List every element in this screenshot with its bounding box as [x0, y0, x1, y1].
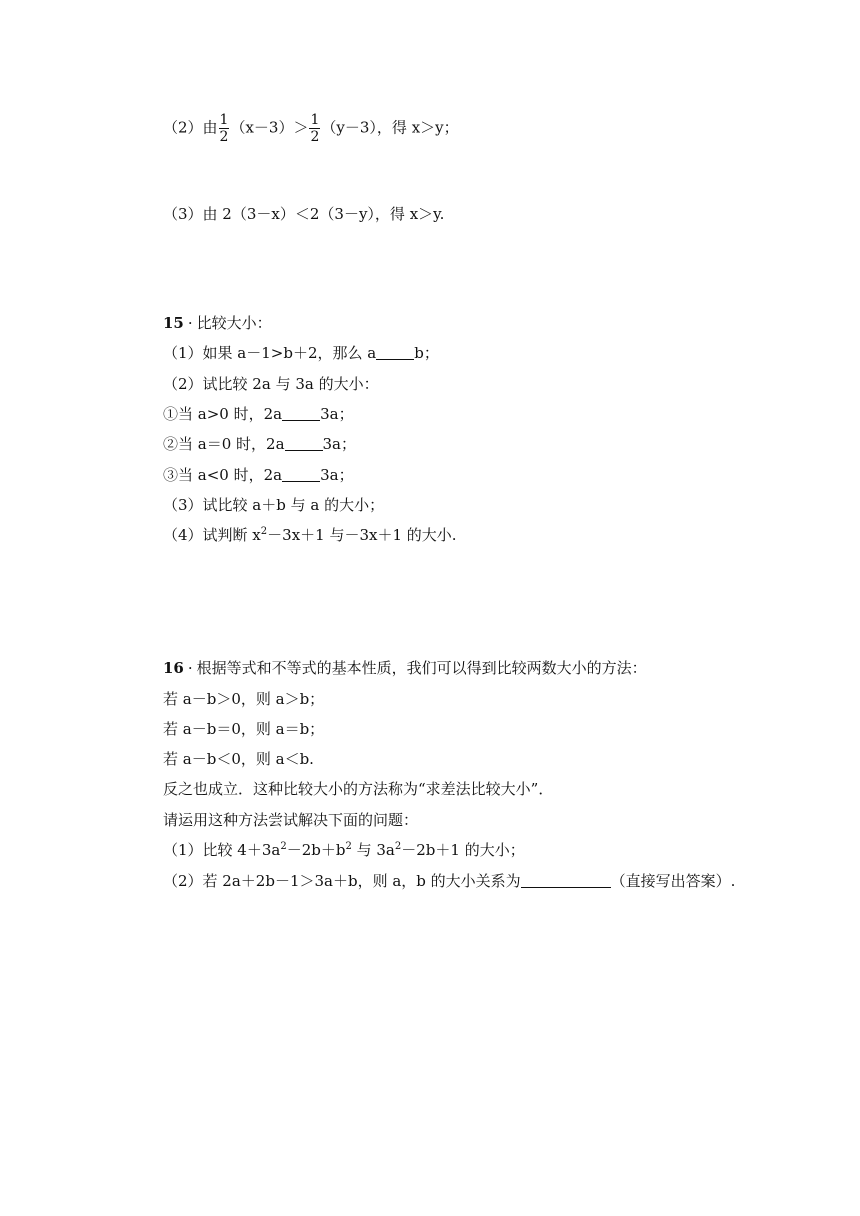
q15-number: 15 [163, 314, 184, 332]
q16-rule-2: 若 a－b＝0，则 a＝b； [163, 720, 325, 738]
item-2-tail: （y－3），得 x＞y； [321, 118, 459, 137]
q16-part1: （1）比较 $4+3a^2-2b+b^2$ 与 $3a^2-2b+1$ 的大小； [163, 841, 525, 859]
q16-rule-1: 若 a－b＞0，则 a＞b； [163, 690, 325, 708]
q15-title-text: 比较大小： [196, 314, 272, 332]
fraction-half-2: $\frac{1}{2}$ [310, 112, 320, 145]
item-2-prev [163, 112, 459, 145]
q15-part2: （2）试比较 2a 与 3a 的大小： [163, 375, 379, 393]
q16-title [163, 658, 647, 678]
q15-sep: · [187, 314, 193, 332]
answer-blank[interactable] [282, 467, 320, 482]
answer-blank[interactable] [282, 406, 320, 421]
q15-case1: ①当 a>0 时，2a 3a； [163, 405, 354, 423]
answer-blank[interactable] [521, 873, 611, 888]
item-3-prev: （3）由 2（3－x）＜2（3－y），得 x＞y. [163, 205, 445, 223]
answer-blank[interactable] [376, 345, 414, 360]
q16-converse: 反之也成立．这种比较大小的方法称为“求差法比较大小”． [163, 780, 554, 798]
answer-blank[interactable] [285, 436, 323, 451]
q16-title-text: 根据等式和不等式的基本性质，我们可以得到比较两数大小的方法： [196, 659, 647, 677]
q16-sep: · [187, 659, 193, 677]
q16-number: 16 [163, 659, 184, 677]
q16-part2: （2）若 2a＋2b－1＞3a＋b，则 a，b 的大小关系为 （直接写出答案）. [163, 872, 736, 890]
q15-part1: （1）如果 a－1>b＋2，那么 a b； [163, 344, 439, 362]
item-2-mid: （x－3）＞ [230, 118, 309, 137]
q15-part4: （4）试判断 $x^2-3x+1$ 与－3x＋1 的大小. [163, 526, 457, 544]
q15-part3: （3）试比较 a＋b 与 a 的大小； [163, 496, 385, 514]
fraction-half-1: $\frac{1}{2}$ [219, 112, 229, 145]
q15-case3: ③当 a<0 时，2a 3a； [163, 466, 354, 484]
q15-case2: ②当 a＝0 时，2a 3a； [163, 435, 357, 453]
q16-rule-3: 若 a－b＜0，则 a＜b. [163, 750, 314, 768]
q15-title [163, 313, 272, 333]
item-2-prefix: （2）由 [163, 118, 218, 137]
q16-instruction: 请运用这种方法尝试解决下面的问题： [163, 811, 419, 829]
